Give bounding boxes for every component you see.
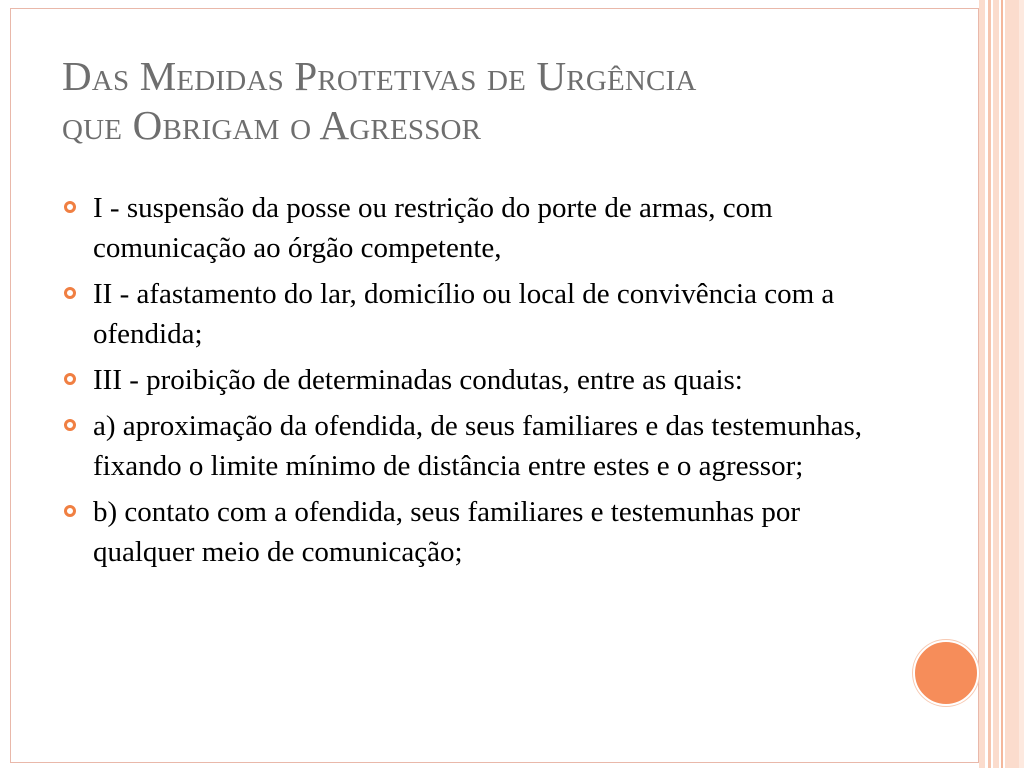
bullet-item — [62, 274, 902, 354]
decorative-stripes — [979, 0, 1024, 768]
bullet-text: b) contato com a ofendida, seus familiares e testemunhas por qualquer meio de comunicação; — [93, 496, 801, 568]
stripe — [1019, 0, 1024, 768]
bullet-item — [62, 360, 902, 400]
ring-bullet-icon — [64, 373, 76, 385]
slide-title — [62, 52, 922, 150]
stripe — [979, 0, 985, 768]
bullet-text: II - afastamento do lar, domicílio ou local de convivência com a ofendida; — [93, 278, 835, 350]
circle-decoration-icon — [913, 640, 979, 706]
slide-title-line-1: Das Medidas Protetivas de Urgência — [62, 53, 697, 99]
ring-bullet-icon — [64, 287, 76, 299]
stripe — [988, 0, 991, 768]
slide-title-line-2: que Obrigam o Agressor — [62, 102, 482, 148]
bullet-item — [62, 492, 902, 572]
bullet-text: I - suspensão da posse ou restrição do porte de armas, com comunicação ao órgão competente, — [93, 192, 773, 264]
ring-bullet-icon — [64, 201, 76, 213]
stripe — [1001, 0, 1003, 768]
ring-bullet-icon — [64, 505, 76, 517]
bullet-list — [62, 188, 902, 578]
ring-bullet-icon — [64, 419, 76, 431]
bullet-item — [62, 406, 902, 486]
stripe — [993, 0, 999, 768]
bullet-item — [62, 188, 902, 268]
bullet-text: III - proibição de determinadas condutas, entre as quais: — [93, 364, 743, 396]
stripe — [1005, 0, 1019, 768]
bullet-text: a) aproximação da ofendida, de seus familiares e das testemunhas, fixando o limite mínimo de distância entre estes e o agressor; — [93, 410, 863, 482]
